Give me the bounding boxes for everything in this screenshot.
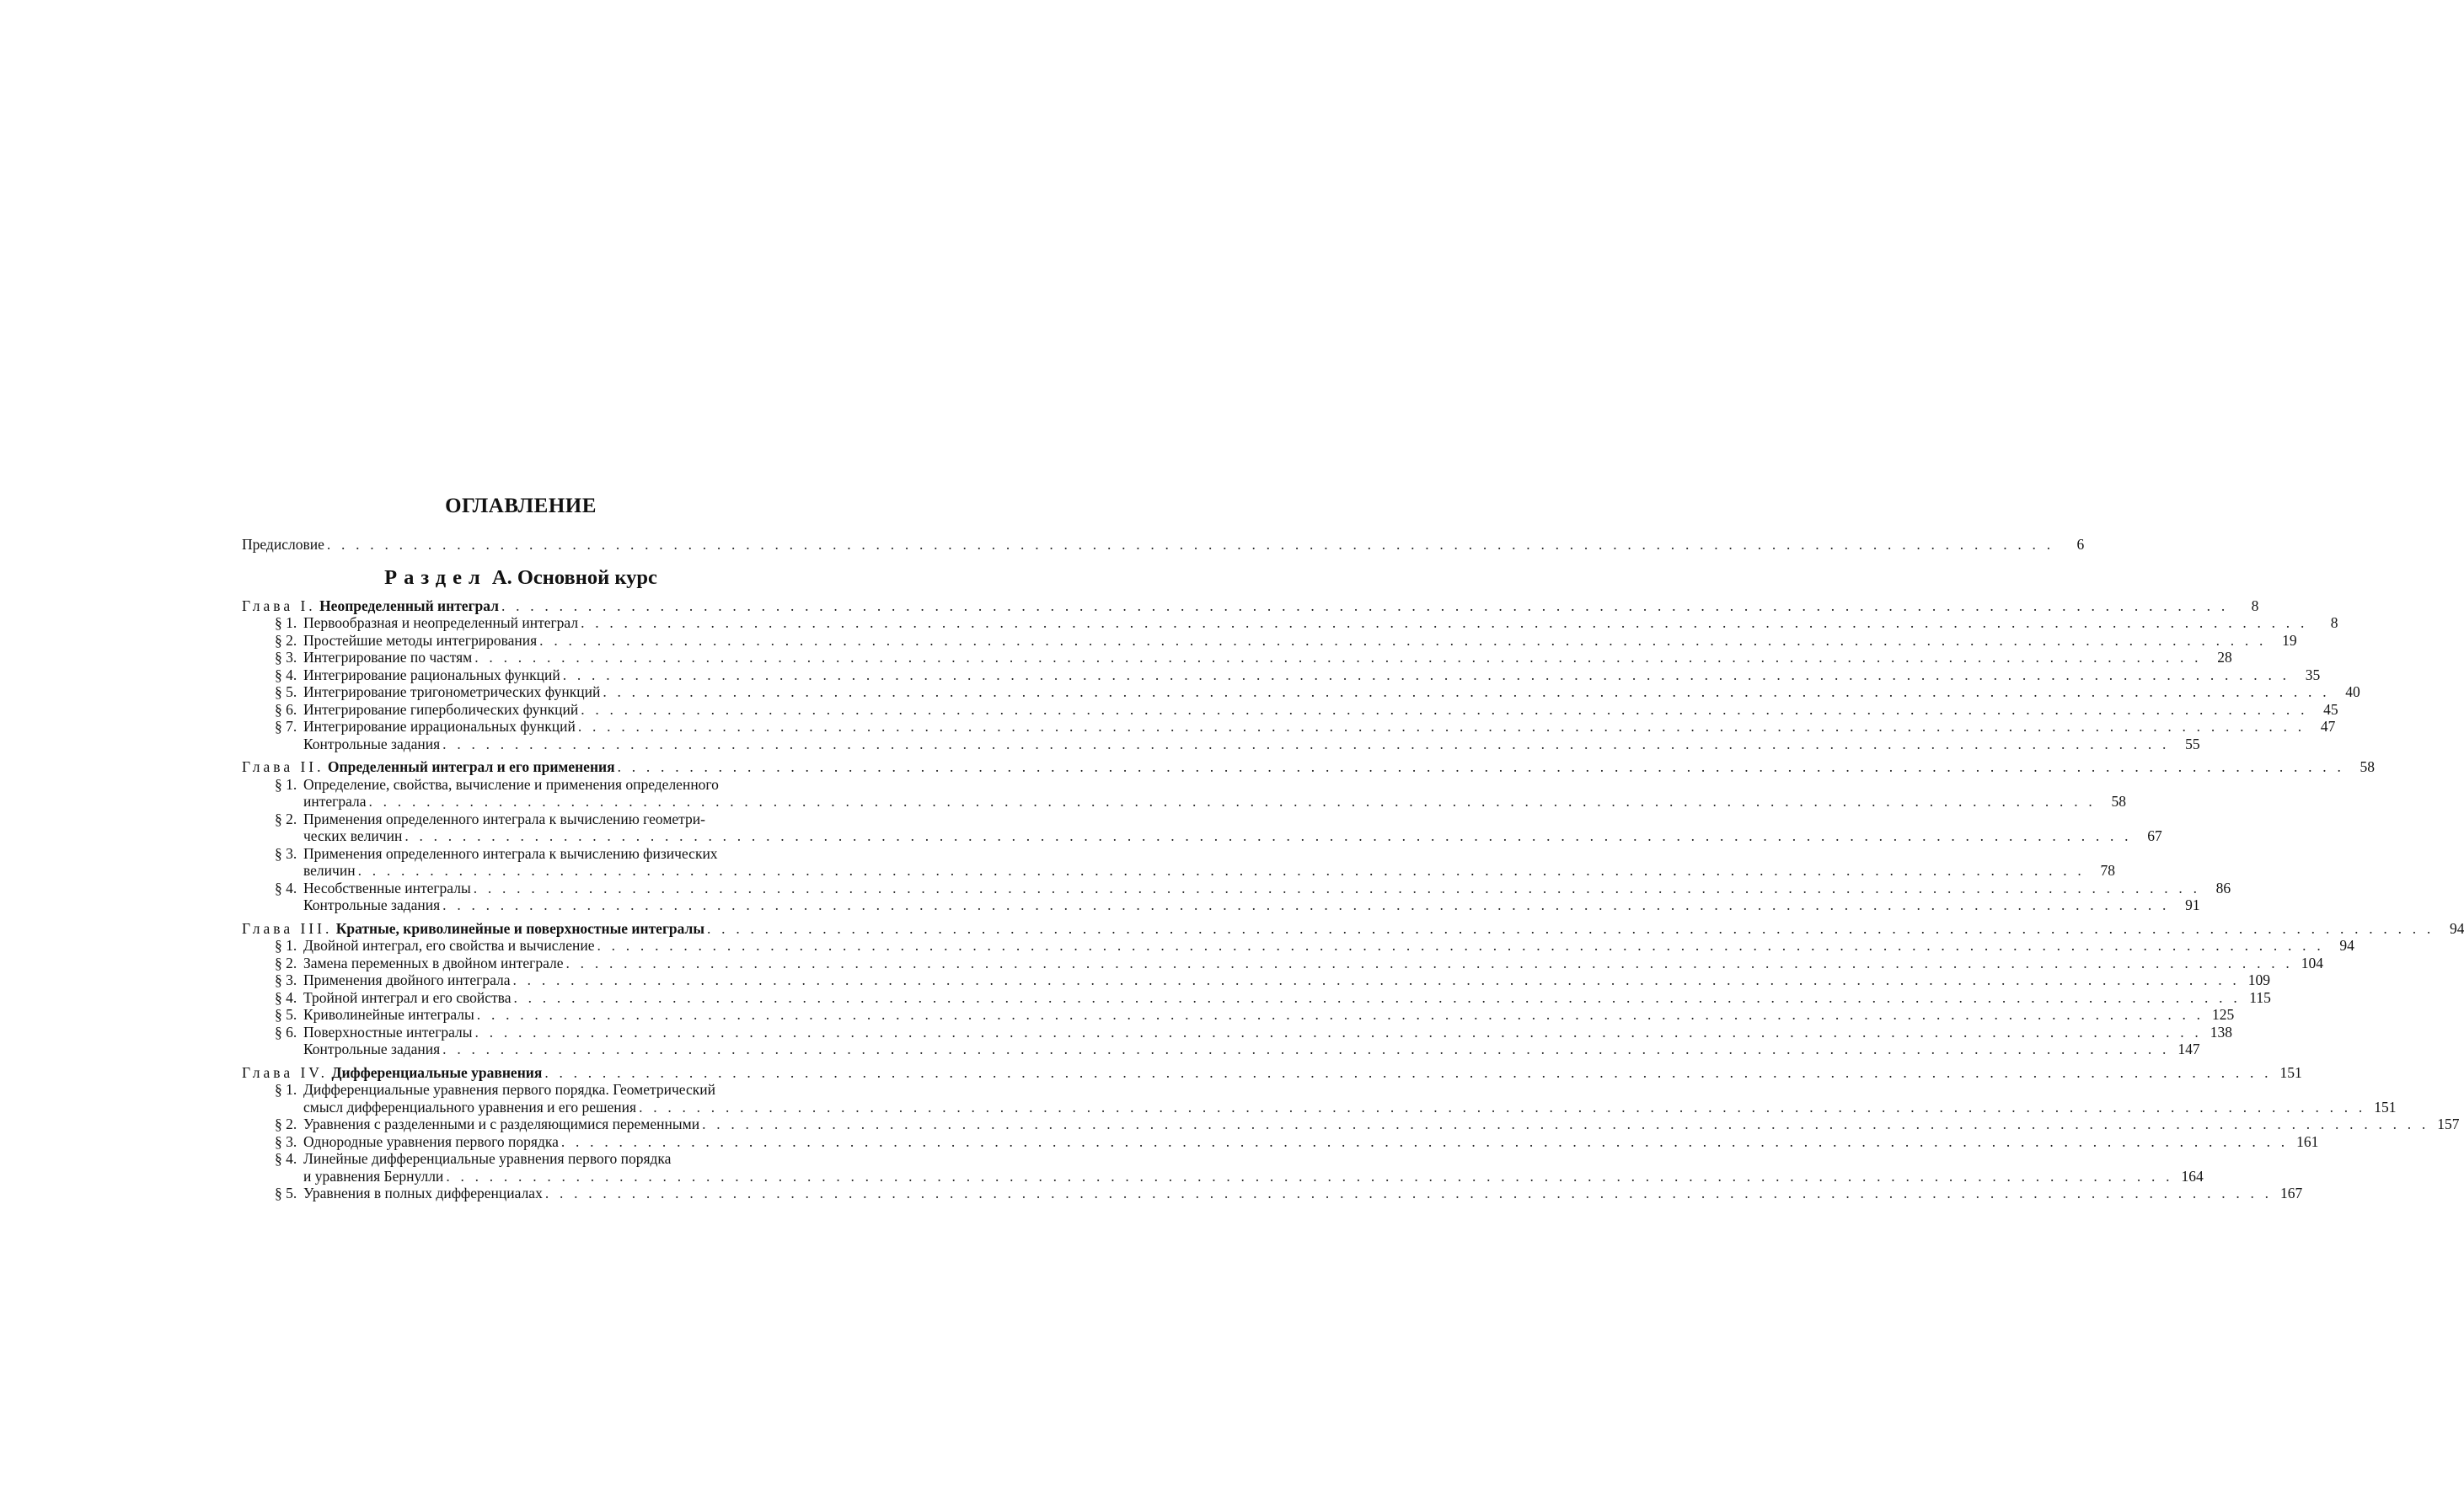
page-number: 167 (2280, 1185, 2303, 1201)
section-number: § 1. (275, 1081, 297, 1098)
section-title: Интегрирование тригонометрических функций (303, 683, 601, 700)
section-number: § 5. (275, 1006, 297, 1023)
toc-entry-section[interactable] (242, 793, 2126, 811)
toc-entry-section[interactable] (242, 718, 2336, 736)
toc-entry-section[interactable] (242, 1081, 800, 1099)
page-number: 125 (2211, 1006, 2235, 1023)
toc-entry-chapter[interactable] (242, 597, 2259, 615)
toc-entry-section[interactable] (242, 700, 2338, 719)
toc-entry-section[interactable] (242, 666, 2321, 684)
chapter-title (242, 597, 499, 615)
section-title: Первообразная и неопределенный интеграл (303, 614, 579, 631)
page-number: 147 (2177, 1041, 2200, 1057)
page-number: 104 (2301, 954, 2323, 971)
page-number: 6 (2076, 536, 2085, 553)
chapter-block (242, 597, 2360, 753)
preface-title: Предисловие (242, 536, 324, 553)
leader-dots: . . . . . . . . . . . . . . . . . . . . . . . . . . . . . . . . . . . . . . . . . . . . . . . . . . . . . . . . . . . . . . . . . . . . . . . . . . . . . . . . . . . . . . . . . . . . . . . . . . . . . . . . . . . . . . . . . . . . . . . . (513, 988, 2241, 1006)
chapter-block (242, 919, 2464, 1058)
section-number: § 4. (275, 879, 297, 896)
page-number: 161 (2296, 1132, 2319, 1150)
toc-entry-section[interactable] (242, 971, 2270, 989)
section-number: § 2. (275, 810, 297, 827)
toc-entry-section[interactable] (242, 1023, 2232, 1041)
toc-entry-section[interactable] (242, 1041, 2200, 1058)
section-number: § 4. (275, 666, 297, 683)
page-number: 47 (2320, 718, 2336, 735)
section-title: Однородные уравнения первого порядка (303, 1132, 559, 1150)
section-title: Определение, свойства, вычисление и применения определенного (303, 775, 719, 793)
leader-dots: . . . . . . . . . . . . . . . . . . . . . . . . . . . . . . . . . . . . . . . . . . . . . . . . . . . . . . . . . . . . . . . . . . . . . . . . . . . . . . . . . . . . . . . . . . . . . . . . . . . . . . . . . . . . . . . . . . . . . . . . (702, 1116, 2429, 1132)
toc-entry-section[interactable] (242, 1185, 2303, 1202)
page-number: 8 (2330, 614, 2338, 631)
section-number: § 3. (275, 649, 297, 666)
section-heading (242, 565, 800, 591)
section-number: § 6. (275, 1023, 297, 1041)
section-number: § 4. (275, 988, 297, 1006)
section-title: Линейные дифференциальные уравнения первого порядка (303, 1150, 672, 1167)
toc-entry-chapter[interactable] (242, 1063, 2302, 1082)
chapter-name: Неопределенный интеграл (319, 597, 499, 614)
page-number: 164 (2181, 1167, 2204, 1185)
section-number: § 1. (275, 937, 297, 954)
section-number: § 4. (275, 1150, 297, 1167)
section-name: А. Основной курс (491, 565, 657, 589)
leader-dots: . . . . . . . . . . . . . . . . . . . . . . . . . . . . . . . . . . . . . . . . . . . . . . . . . . . . . . . . . . . . . . . . . . . . . . . . . . . . . . . . . . . . . . . . . . . . . . . . . . . . . . . . . . . . . . . . . . . . . . . . (474, 649, 2202, 666)
leader-dots: . . . . . . . . . . . . . . . . . . . . . . . . . . . . . . . . . . . . . . . . . . . . . . . . . . . . . . . . . . . . . . . . . . . . . . . . . . . . . . . . . . . . . . . . . . . . . . . . . . . . . . . . . . . . . . . . . . . . . . . . (562, 666, 2290, 683)
page-number: 58 (2111, 793, 2126, 810)
toc-entry-section[interactable] (242, 954, 2323, 972)
chapter-label: Глава IV. (242, 1063, 329, 1081)
toc-entry-section[interactable] (242, 811, 800, 828)
chapter-title (242, 1064, 542, 1082)
page-number: 67 (2147, 827, 2162, 844)
page-number: 115 (2249, 988, 2271, 1006)
chapter-label: Глава III. (242, 919, 333, 937)
leader-dots: . . . . . . . . . . . . . . . . . . . . . . . . . . . . . . . . . . . . . . . . . . . . . . . . . . . . . . . . . . . . . . . . . . . . . . . . . . . . . . . . . . . . . . . . . . . . . . . . . . . . . . . . . . . . . . . . . . . . . . . . (603, 683, 2330, 700)
page-number: 55 (2185, 735, 2200, 752)
toc-entry-section[interactable] (242, 1116, 2460, 1133)
chapter-name: Определенный интеграл и его применения (327, 758, 615, 775)
leader-dots: . . . . . . . . . . . . . . . . . . . . . . . . . . . . . . . . . . . . . . . . . . . . . . . . . . . . . . . . . . . . . . . . . . . . . . . . . . . . . . . . . . . . . . . . . . . . . . . . . . . . . . . . . . . . . . . . . . . . . . . . (326, 536, 2054, 553)
toc-entry-section[interactable] (242, 1006, 2235, 1024)
chapter-title (242, 758, 615, 776)
toc-entry-section[interactable] (242, 1150, 800, 1168)
section-title: Применения определенного интеграла к вычислению геометри- (303, 810, 705, 827)
toc-entry-section[interactable] (242, 862, 2115, 880)
section-number: § 1. (275, 775, 297, 793)
leader-dots: . . . . . . . . . . . . . . . . . . . . . . . . . . . . . . . . . . . . . . . . . . . . . . . . . . . . . . . . . . . . . . . . . . . . . . . . . . . . . . . . . . . . . . . . . . . . . . . . . . . . . . . . . . . . . . . . . . . . . . . . (404, 827, 2132, 844)
toc-entry-section[interactable] (242, 896, 2200, 914)
toc-entry-section[interactable] (242, 988, 2271, 1007)
section-title: Интегрирование рациональных функций (303, 666, 560, 683)
leader-dots: . . . . . . . . . . . . . . . . . . . . . . . . . . . . . . . . . . . . . . . . . . . . . . . . . . . . . . . . . . . . . . . . . . . . . . . . . . . . . . . . . . . . . . . . . . . . . . . . . . . . . . . . . . . . . . . . . . . . . . . . (512, 971, 2240, 988)
toc-entry-section[interactable] (242, 1167, 2204, 1185)
section-title: смысл дифференциального уравнения и его решения (303, 1098, 637, 1116)
section-title: Контрольные задания (303, 735, 441, 752)
section-prefix: Раздел (384, 565, 487, 589)
leader-dots: . . . . . . . . . . . . . . . . . . . . . . . . . . . . . . . . . . . . . . . . . . . . . . . . . . . . . . . . . . . . . . . . . . . . . . . . . . . . . . . . . . . . . . . . . . . . . . . . . . . . . . . . . . . . . . . . . . . . . . . . (442, 896, 2170, 913)
section-title: Уравнения с разделенными и с разделяющимися переменными (303, 1116, 700, 1132)
page-number: 40 (2345, 683, 2360, 700)
chapter-label: Глава I. (242, 597, 316, 614)
page-title: ОГЛАВЛЕНИЕ (445, 495, 597, 517)
section-title: величин (303, 862, 356, 879)
section-title: Криволинейные интегралы (303, 1006, 474, 1023)
section-number: § 2. (275, 631, 297, 649)
page-number: 28 (2217, 649, 2232, 666)
section-number: § 3. (275, 971, 297, 988)
leader-dots: . . . . . . . . . . . . . . . . . . . . . . . . . . . . . . . . . . . . . . . . . . . . . . . . . . . . . . . . . . . . . . . . . . . . . . . . . . . . . . . . . . . . . . . . . . . . . . . . . . . . . . . . . . . . . . . . . . . . . . . . (560, 1132, 2289, 1150)
leader-dots: . . . . . . . . . . . . . . . . . . . . . . . . . . . . . . . . . . . . . . . . . . . . . . . . . . . . . . . . . . . . . . . . . . . . . . . . . . . . . . . . . . . . . . . . . . . . . . . . . . . . . . . . . . . . . . . . . . . . . . . . (565, 954, 2293, 971)
page-number: 157 (2437, 1116, 2460, 1132)
leader-dots: . . . . . . . . . . . . . . . . . . . . . . . . . . . . . . . . . . . . . . . . . . . . . . . . . . . . . . . . . . . . . . . . . . . . . . . . . . . . . . . . . . . . . . . . . . . . . . . . . . . . . . . . . . . . . . . . . . . . . . . . (617, 758, 2345, 775)
page-number: 8 (2251, 597, 2259, 614)
leader-dots: . . . . . . . . . . . . . . . . . . . . . . . . . . . . . . . . . . . . . . . . . . . . . . . . . . . . . . . . . . . . . . . . . . . . . . . . . . . . . . . . . . . . . . . . . . . . . . . . . . . . . . . . . . . . . . . . . . . . . . . . (474, 1023, 2202, 1041)
section-title: Замена переменных в двойном интеграле (303, 954, 564, 971)
leader-dots: . . . . . . . . . . . . . . . . . . . . . . . . . . . . . . . . . . . . . . . . . . . . . . . . . . . . . . . . . . . . . . . . . . . . . . . . . . . . . . . . . . . . . . . . . . . . . . . . . . . . . . . . . . . . . . . . . . . . . . . . (501, 597, 2229, 614)
toc-entry-chapter[interactable] (242, 919, 2464, 938)
page-number: 109 (2247, 971, 2270, 988)
section-title: Дифференциальные уравнения первого порядка. Геометрический (303, 1081, 715, 1098)
page-number: 91 (2185, 896, 2200, 913)
page-number: 94 (2339, 937, 2354, 954)
chapter-name: Дифференциальные уравнения (331, 1063, 543, 1081)
toc-entry-section[interactable] (242, 683, 2360, 701)
section-number: § 2. (275, 954, 297, 971)
leader-dots: . . . . . . . . . . . . . . . . . . . . . . . . . . . . . . . . . . . . . . . . . . . . . . . . . . . . . . . . . . . . . . . . . . . . . . . . . . . . . . . . . . . . . . . . . . . . . . . . . . . . . . . . . . . . . . . . . . . . . . . . (442, 735, 2170, 752)
toc-entry-section[interactable] (242, 649, 2232, 666)
page-number: 151 (2374, 1098, 2397, 1116)
toc-page (242, 494, 2464, 1208)
toc-entry-section[interactable] (242, 776, 800, 794)
leader-dots: . . . . . . . . . . . . . . . . . . . . . . . . . . . . . . . . . . . . . . . . . . . . . . . . . . . . . . . . . . . . . . . . . . . . . . . . . . . . . . . . . . . . . . . . . . . . . . . . . . . . . . . . . . . . . . . . . . . . . . . . (357, 862, 2085, 879)
toc-entry-section[interactable] (242, 1098, 2397, 1116)
leader-dots: . . . . . . . . . . . . . . . . . . . . . . . . . . . . . . . . . . . . . . . . . . . . . . . . . . . . . . . . . . . . . . . . . . . . . . . . . . . . . . . . . . . . . . . . . . . . . . . . . . . . . . . . . . . . . . . . . . . . . . . . (442, 1041, 2170, 1057)
section-number: § 5. (275, 1185, 297, 1201)
toc-entry-preface[interactable] (242, 536, 2085, 554)
leader-dots: . . . . . . . . . . . . . . . . . . . . . . . . . . . . . . . . . . . . . . . . . . . . . . . . . . . . . . . . . . . . . . . . . . . . . . . . . . . . . . . . . . . . . . . . . . . . . . . . . . . . . . . . . . . . . . . . . . . . . . . . (368, 793, 2096, 810)
section-number: § 6. (275, 700, 297, 718)
leader-dots: . . . . . . . . . . . . . . . . . . . . . . . . . . . . . . . . . . . . . . . . . . . . . . . . . . . . . . . . . . . . . . . . . . . . . . . . . . . . . . . . . . . . . . . . . . . . . . . . . . . . . . . . . . . . . . . . . . . . . . . . (577, 718, 2306, 735)
section-title: Контрольные задания (303, 1041, 441, 1057)
leader-dots: . . . . . . . . . . . . . . . . . . . . . . . . . . . . . . . . . . . . . . . . . . . . . . . . . . . . . . . . . . . . . . . . . . . . . . . . . . . . . . . . . . . . . . . . . . . . . . . . . . . . . . . . . . . . . . . . . . . . . . . . (544, 1063, 2272, 1081)
section-title: Интегрирование иррациональных функций (303, 718, 576, 735)
leader-dots: . . . . . . . . . . . . . . . . . . . . . . . . . . . . . . . . . . . . . . . . . . . . . . . . . . . . . . . . . . . . . . . . . . . . . . . . . . . . . . . . . . . . . . . . . . . . . . . . . . . . . . . . . . . . . . . . . . . . . . . . (476, 1006, 2204, 1023)
toc-entry-section[interactable] (242, 1132, 2319, 1151)
toc-entry-chapter[interactable] (242, 758, 2376, 776)
toc-entry-section[interactable] (242, 845, 800, 863)
page-number: 19 (2282, 631, 2297, 649)
leader-dots: . . . . . . . . . . . . . . . . . . . . . . . . . . . . . . . . . . . . . . . . . . . . . . . . . . . . . . . . . . . . . . . . . . . . . . . . . . . . . . . . . . . . . . . . . . . . . . . . . . . . . . . . . . . . . . . . . . . . . . . . (539, 631, 2267, 649)
leader-dots: . . . . . . . . . . . . . . . . . . . . . . . . . . . . . . . . . . . . . . . . . . . . . . . . . . . . . . . . . . . . . . . . . . . . . . . . . . . . . . . . . . . . . . . . . . . . . . . . . . . . . . . . . . . . . . . . . . . . . . . . (544, 1185, 2273, 1201)
section-number: § 3. (275, 1132, 297, 1150)
leader-dots: . . . . . . . . . . . . . . . . . . . . . . . . . . . . . . . . . . . . . . . . . . . . . . . . . . . . . . . . . . . . . . . . . . . . . . . . . . . . . . . . . . . . . . . . . . . . . . . . . . . . . . . . . . . . . . . . . . . . . . . . (446, 1167, 2173, 1185)
chapter-block (242, 1063, 2460, 1202)
toc-entry-section[interactable] (242, 879, 2231, 897)
toc-entry-section[interactable] (242, 614, 2338, 632)
chapter-label: Глава II. (242, 758, 324, 775)
chapter-block (242, 758, 2376, 914)
section-title: Контрольные задания (303, 896, 441, 913)
section-number: § 2. (275, 1116, 297, 1132)
section-title: Применения определенного интеграла к вычислению физических (303, 844, 718, 862)
section-number: § 5. (275, 683, 297, 700)
toc-entry-section[interactable] (242, 937, 2354, 955)
page-number: 86 (2215, 879, 2231, 896)
toc-entry-section[interactable] (242, 631, 2297, 650)
section-title: Тройной интеграл и его свойства (303, 988, 512, 1006)
leader-dots: . . . . . . . . . . . . . . . . . . . . . . . . . . . . . . . . . . . . . . . . . . . . . . . . . . . . . . . . . . . . . . . . . . . . . . . . . . . . . . . . . . . . . . . . . . . . . . . . . . . . . . . . . . . . . . . . . . . . . . . . (473, 879, 2201, 896)
page-number: 151 (2279, 1063, 2302, 1081)
page-number: 78 (2100, 862, 2115, 879)
toc-entry-section[interactable] (242, 827, 2162, 845)
leader-dots: . . . . . . . . . . . . . . . . . . . . . . . . . . . . . . . . . . . . . . . . . . . . . . . . . . . . . . . . . . . . . . . . . . . . . . . . . . . . . . . . . . . . . . . . . . . . . . . . . . . . . . . . . . . . . . . . . . . . . . . . (581, 614, 2308, 631)
chapter-title (242, 920, 704, 938)
chapter-list (242, 597, 2464, 1202)
section-number: § 7. (275, 718, 297, 735)
section-title: Двойной интеграл, его свойства и вычисление (303, 937, 595, 954)
section-title: и уравнения Бернулли (303, 1167, 444, 1185)
toc-entry-section[interactable] (242, 735, 2200, 753)
section-title: Интегрирование гиперболических функций (303, 700, 579, 718)
page-number: 45 (2323, 700, 2338, 718)
section-title: Применения двойного интеграла (303, 971, 511, 988)
section-title: Поверхностные интегралы (303, 1023, 473, 1041)
section-title: интеграла (303, 793, 367, 810)
leader-dots: . . . . . . . . . . . . . . . . . . . . . . . . . . . . . . . . . . . . . . . . . . . . . . . . . . . . . . . . . . . . . . . . . . . . . . . . . . . . . . . . . . . . . . . . . . . . . . . . . . . . . . . . . . . . . . . . . . . . . . . . (707, 919, 2435, 937)
leader-dots: . . . . . . . . . . . . . . . . . . . . . . . . . . . . . . . . . . . . . . . . . . . . . . . . . . . . . . . . . . . . . . . . . . . . . . . . . . . . . . . . . . . . . . . . . . . . . . . . . . . . . . . . . . . . . . . . . . . . . . . . (581, 700, 2308, 718)
section-number: § 3. (275, 844, 297, 862)
section-title: Интегрирование по частям (303, 649, 473, 666)
page-number: 94 (2449, 919, 2464, 937)
page-number: 58 (2360, 758, 2376, 775)
section-title: ческих величин (303, 827, 403, 844)
section-title: Несобственные интегралы (303, 879, 471, 896)
section-title: Простейшие методы интегрирования (303, 631, 538, 649)
section-number: § 1. (275, 614, 297, 631)
page-number: 138 (2210, 1023, 2232, 1041)
section-title: Уравнения в полных дифференциалах (303, 1185, 543, 1201)
leader-dots: . . . . . . . . . . . . . . . . . . . . . . . . . . . . . . . . . . . . . . . . . . . . . . . . . . . . . . . . . . . . . . . . . . . . . . . . . . . . . . . . . . . . . . . . . . . . . . . . . . . . . . . . . . . . . . . . . . . . . . . . (639, 1098, 2366, 1116)
page-number: 35 (2305, 666, 2321, 683)
leader-dots: . . . . . . . . . . . . . . . . . . . . . . . . . . . . . . . . . . . . . . . . . . . . . . . . . . . . . . . . . . . . . . . . . . . . . . . . . . . . . . . . . . . . . . . . . . . . . . . . . . . . . . . . . . . . . . . . . . . . . . . . (597, 937, 2324, 954)
chapter-name: Кратные, криволинейные и поверхностные интегралы (335, 919, 705, 937)
